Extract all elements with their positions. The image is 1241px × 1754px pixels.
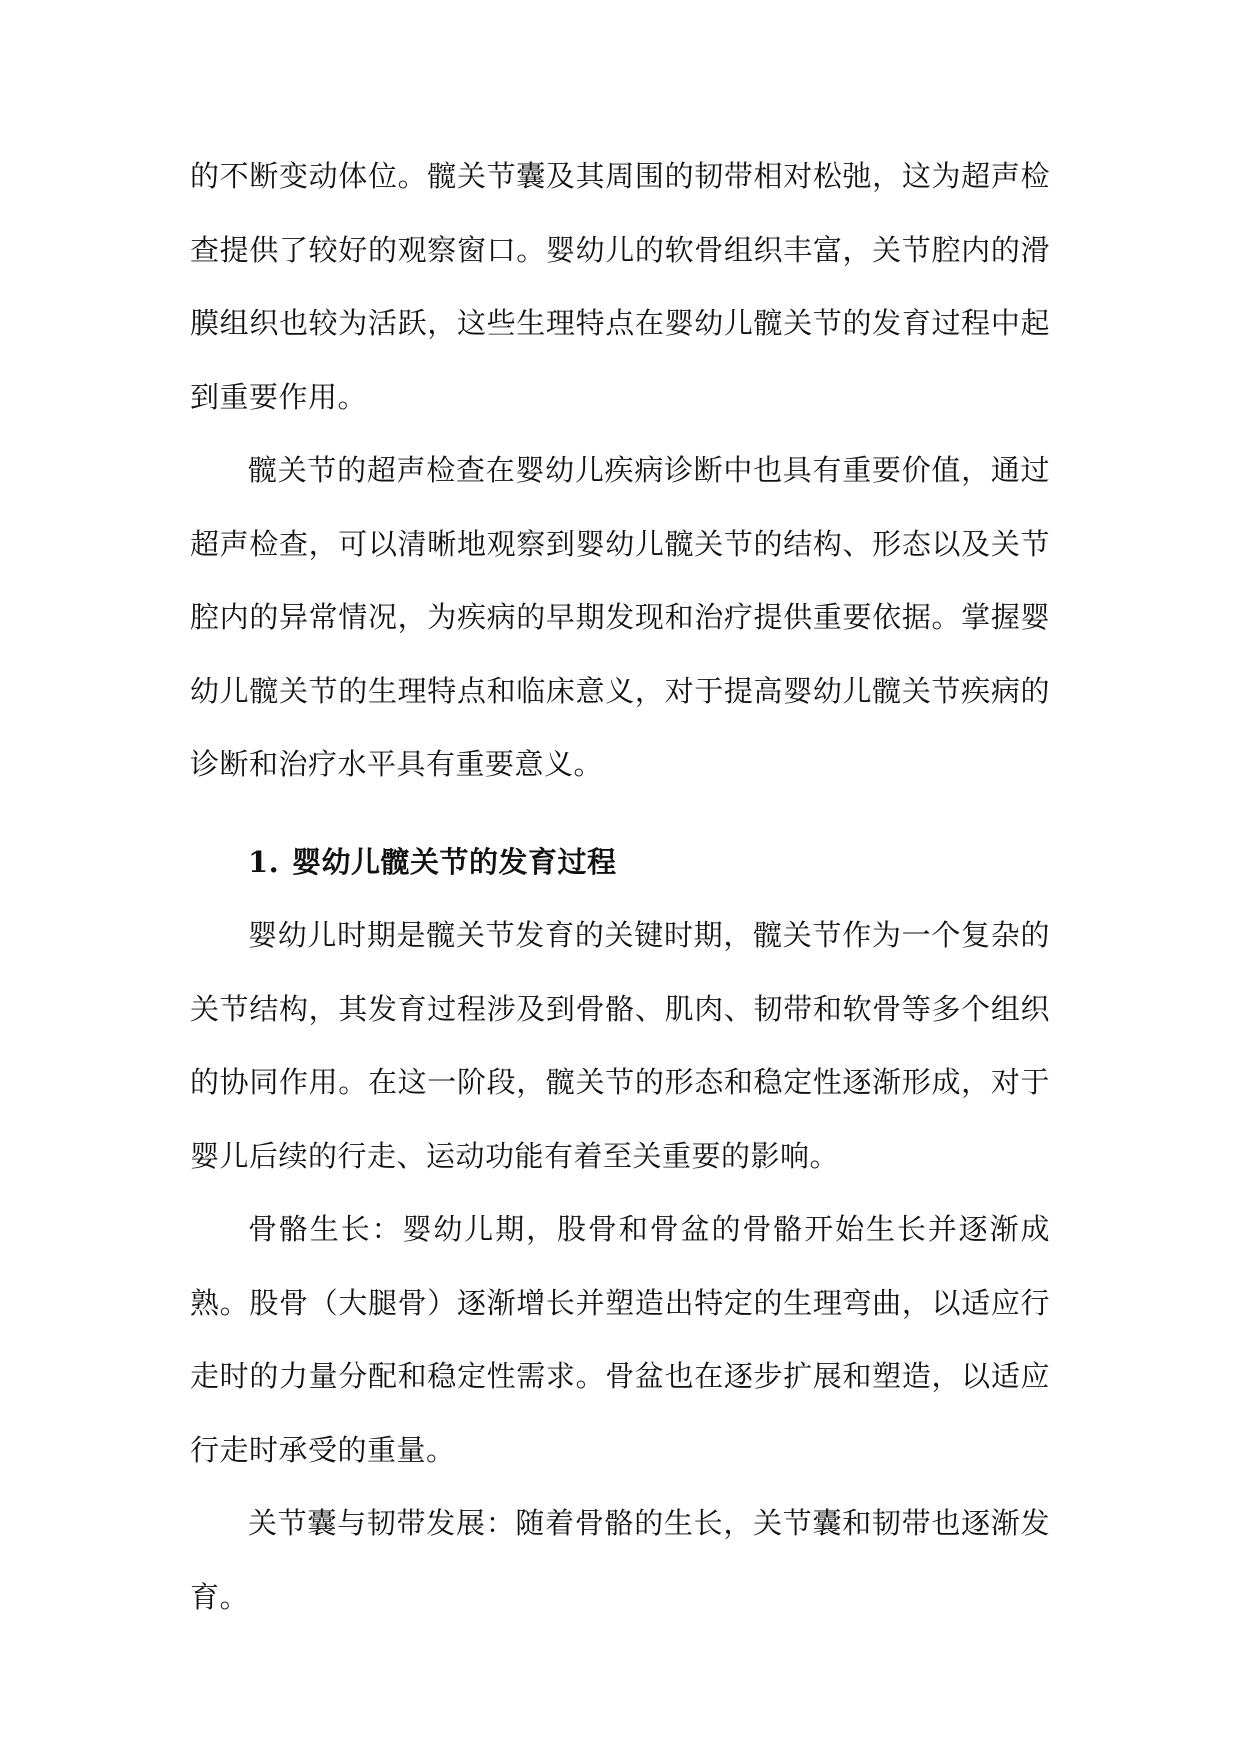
paragraph-development-overview: 婴幼儿时期是髋关节发育的关键时期，髋关节作为一个复杂的关节结构，其发育过程涉及到骨骼、肌肉、韧带和软骨等多个组织的协同作用。在这一阶段，髋关节的形态和稳定性逐渐形成，对于婴儿后续的行走、运动功能有着至关重要的影响。: [190, 918, 1050, 1173]
section-spacer: [190, 802, 1050, 826]
paragraph-hip-physiology-continued: 的不断变动体位。髋关节囊及其周围的韧带相对松弛，这为超声检查提供了较好的观察窗口。婴幼儿的软骨组织丰富，关节腔内的滑膜组织也较为活跃，这些生理特点在婴幼儿髋关节的发育过程中起到重要作用。: [190, 159, 1050, 414]
paragraph-ultrasound-value: 髋关节的超声检查在婴幼儿疾病诊断中也具有重要价值，通过超声检查，可以清晰地观察到婴幼儿髋关节的结构、形态以及关节腔内的异常情况，为疾病的早期发现和治疗提供重要依据。掌握婴幼儿髋关节的生理特点和临床意义，对于提高婴幼儿髋关节疾病的诊断和治疗水平具有重要意义。: [190, 453, 1050, 781]
section-number: 1.: [248, 844, 280, 879]
paragraph-capsule-ligament: 关节囊与韧带发展：随着骨骼的生长，关节囊和韧带也逐渐发育。: [190, 1506, 1050, 1614]
paragraph-bone-growth: 骨骼生长：婴幼儿期，股骨和骨盆的骨骼开始生长并逐渐成熟。股骨（大腿骨）逐渐增长并塑造出特定的生理弯曲，以适应行走时的力量分配和稳定性需求。骨盆也在逐步扩展和塑造，以适应行走时承受的重量。: [190, 1212, 1050, 1467]
section-title: 婴幼儿髋关节的发育过程: [292, 844, 617, 879]
section-heading: [190, 826, 1050, 900]
document-body: [190, 140, 1050, 1634]
